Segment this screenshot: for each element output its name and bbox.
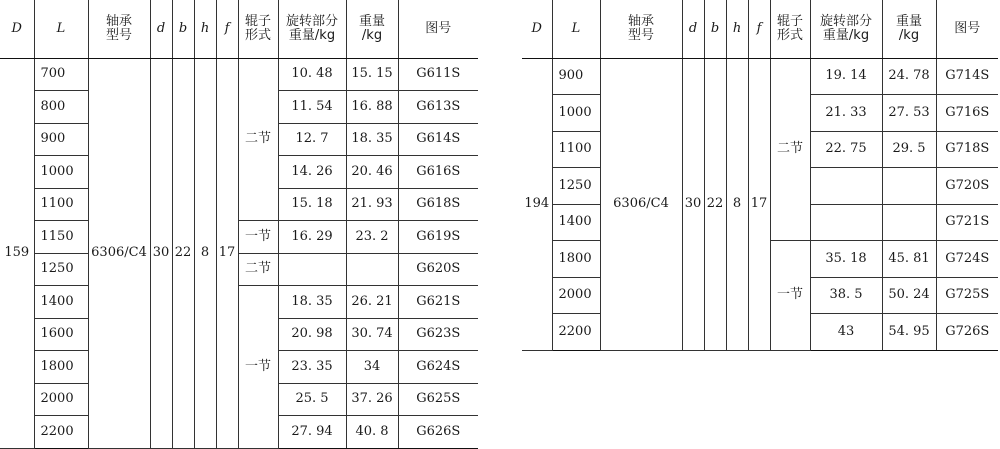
header-roller-line2: 形式 [244,27,271,43]
cell-b: 22 [704,58,726,350]
cell-rot-weight: 22. 75 [810,131,882,168]
header-wt-line2: /kg [898,27,920,43]
header-rotating-weight [810,0,882,58]
cell-weight: 34 [346,351,398,384]
cell-weight: 30. 74 [346,318,398,351]
cell-L: 800 [34,91,88,124]
cell-weight: 40. 8 [346,416,398,449]
header-drawing-no: 图号 [398,0,478,58]
header-f: f [216,0,238,58]
cell-drawing-no: G625S [398,383,478,416]
header-rot-line1: 旋转部分 [285,14,338,30]
cell-rot-weight: 23. 35 [278,351,346,384]
cell-roller-type: 二节 [238,58,278,221]
cell-weight: 50. 24 [882,277,936,314]
cell-rot-weight [810,204,882,241]
header-wt-line1: 重量 [358,14,385,30]
header-f: f [748,0,770,58]
header-weight [882,0,936,58]
cell-weight [882,204,936,241]
header-D: D [522,0,552,58]
cell-L: 1400 [34,286,88,319]
cell-drawing-no: G620S [398,253,478,286]
header-rot-line2: 重量/kg [822,27,870,43]
cell-L: 2000 [552,277,600,314]
cell-L: 2200 [552,314,600,351]
cell-weight: 18. 35 [346,123,398,156]
cell-rot-weight: 35. 18 [810,241,882,278]
cell-weight: 27. 53 [882,95,936,132]
cell-rot-weight [810,168,882,205]
cell-L: 900 [34,123,88,156]
cell-h: 8 [726,58,748,350]
cell-rot-weight: 21. 33 [810,95,882,132]
cell-drawing-no: G716S [936,95,998,132]
cell-rot-weight: 19. 14 [810,58,882,95]
header-roller-line1: 辊子 [776,14,803,30]
roller-spec-table-159 [0,0,478,449]
header-L: L [552,0,600,58]
header-roller-type [238,0,278,58]
cell-L: 1000 [34,156,88,189]
header-wt-line2: /kg [361,27,383,43]
cell-L: 2000 [34,383,88,416]
cell-L: 1600 [34,318,88,351]
cell-rot-weight: 11. 54 [278,91,346,124]
cell-drawing-no: G624S [398,351,478,384]
roller-spec-table-194 [522,0,998,351]
cell-weight: 45. 81 [882,241,936,278]
cell-d: 30 [682,58,704,350]
cell-drawing-no: G611S [398,58,478,91]
cell-drawing-no: G725S [936,277,998,314]
cell-weight: 37. 26 [346,383,398,416]
cell-d: 30 [150,58,172,448]
cell-weight: 29. 5 [882,131,936,168]
cell-D: 159 [0,58,34,448]
cell-drawing-no: G613S [398,91,478,124]
cell-drawing-no: G714S [936,58,998,95]
table-row [0,253,478,286]
cell-weight [346,253,398,286]
cell-L: 2200 [34,416,88,449]
header-D: D [0,0,34,58]
header-bearing-line2: 型号 [105,27,132,43]
cell-drawing-no: G616S [398,156,478,189]
cell-drawing-no: G718S [936,131,998,168]
header-bearing-line1: 轴承 [105,14,132,30]
cell-rot-weight: 14. 26 [278,156,346,189]
header-row [522,0,998,58]
header-row [0,0,478,58]
header-drawing-no: 图号 [936,0,998,58]
header-rotating-weight [278,0,346,58]
cell-L: 900 [552,58,600,95]
cell-roller-type: 一节 [238,221,278,254]
cell-weight: 15. 15 [346,58,398,91]
cell-L: 700 [34,58,88,91]
header-bearing-model [88,0,150,58]
header-b: b [704,0,726,58]
cell-L: 1100 [552,131,600,168]
cell-rot-weight: 27. 94 [278,416,346,449]
cell-drawing-no: G614S [398,123,478,156]
cell-f: 17 [748,58,770,350]
cell-rot-weight: 12. 7 [278,123,346,156]
cell-drawing-no: G621S [398,286,478,319]
cell-weight: 21. 93 [346,188,398,221]
cell-drawing-no: G721S [936,204,998,241]
header-bearing-line2: 型号 [627,27,654,43]
cell-roller-type: 二节 [238,253,278,286]
header-bearing-model [600,0,682,58]
cell-D: 194 [522,58,552,350]
header-rot-line2: 重量/kg [288,27,336,43]
cell-rot-weight: 18. 35 [278,286,346,319]
cell-b: 22 [172,58,194,448]
cell-drawing-no: G618S [398,188,478,221]
cell-drawing-no: G724S [936,241,998,278]
header-d: d [150,0,172,58]
header-wt-line1: 重量 [895,14,922,30]
cell-drawing-no: G720S [936,168,998,205]
cell-weight: 16. 88 [346,91,398,124]
cell-L: 1100 [34,188,88,221]
cell-rot-weight: 20. 98 [278,318,346,351]
header-roller-line1: 辊子 [244,14,271,30]
cell-L: 1400 [552,204,600,241]
header-h: h [726,0,748,58]
table-row [522,58,998,95]
cell-rot-weight: 15. 18 [278,188,346,221]
cell-weight: 23. 2 [346,221,398,254]
header-roller-line2: 形式 [776,27,803,43]
cell-rot-weight: 25. 5 [278,383,346,416]
header-d: d [682,0,704,58]
cell-L: 1800 [552,241,600,278]
cell-weight: 26. 21 [346,286,398,319]
cell-bearing: 6306/C4 [88,58,150,448]
cell-rot-weight: 16. 29 [278,221,346,254]
cell-rot-weight: 43 [810,314,882,351]
cell-L: 1250 [34,253,88,286]
table-row [0,286,478,319]
cell-rot-weight: 10. 48 [278,58,346,91]
cell-roller-type: 一节 [770,241,810,351]
cell-drawing-no: G726S [936,314,998,351]
cell-roller-type: 二节 [770,58,810,241]
cell-weight: 20. 46 [346,156,398,189]
cell-bearing: 6306/C4 [600,58,682,350]
header-rot-line1: 旋转部分 [819,14,872,30]
cell-weight [882,168,936,205]
header-h: h [194,0,216,58]
header-weight [346,0,398,58]
cell-h: 8 [194,58,216,448]
cell-weight: 54. 95 [882,314,936,351]
header-L: L [34,0,88,58]
cell-f: 17 [216,58,238,448]
cell-drawing-no: G619S [398,221,478,254]
cell-L: 1250 [552,168,600,205]
table-row [0,58,478,91]
header-bearing-line1: 轴承 [627,14,654,30]
cell-rot-weight [278,253,346,286]
table-row [0,221,478,254]
cell-L: 1150 [34,221,88,254]
cell-L: 1000 [552,95,600,132]
header-roller-type [770,0,810,58]
cell-drawing-no: G623S [398,318,478,351]
cell-rot-weight: 38. 5 [810,277,882,314]
cell-weight: 24. 78 [882,58,936,95]
cell-drawing-no: G626S [398,416,478,449]
header-b: b [172,0,194,58]
cell-roller-type: 一节 [238,286,278,449]
cell-L: 1800 [34,351,88,384]
